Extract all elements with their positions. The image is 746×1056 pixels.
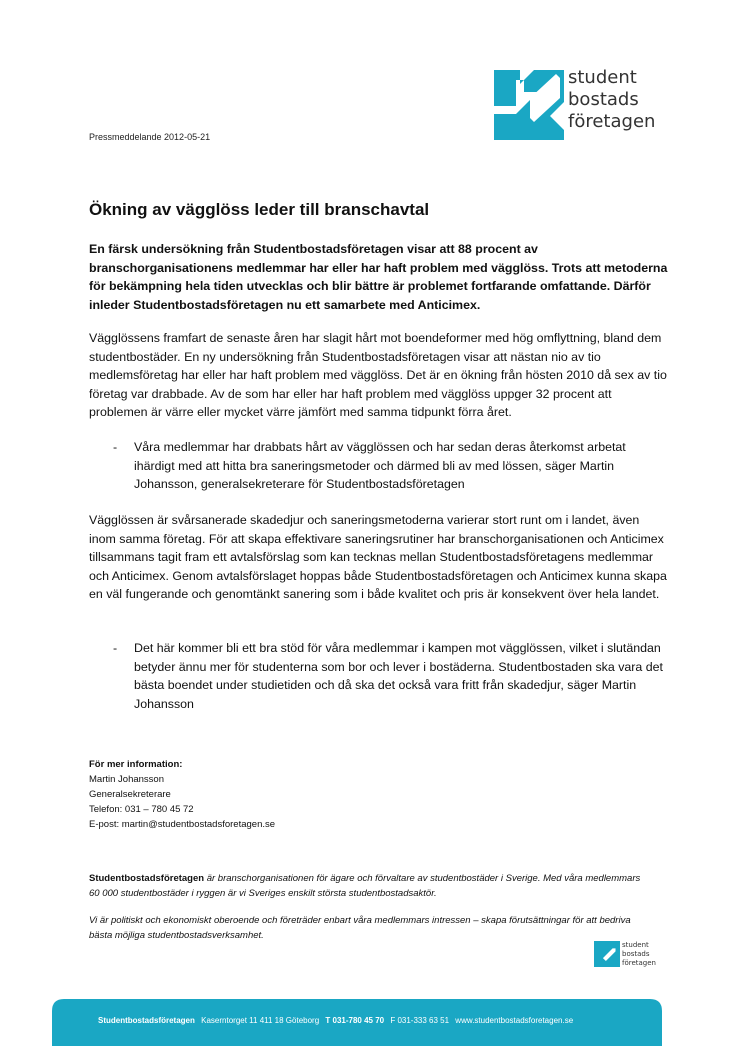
bullet-dash: - [113, 641, 118, 655]
logo-line-3: företagen [568, 111, 656, 132]
logo-arrow-icon [494, 70, 564, 140]
about-text-1: är branschorganisationen för ägare och förvaltare av studentbostäder i Sverige. Med våra medlemmars 60 000 studentbostäder i ryggen är vi Sveriges enskilt största studentbostadsaktör. [89, 873, 641, 899]
company-logo [494, 67, 664, 140]
contact-role: Generalsekreterare [89, 789, 171, 800]
article-lead: En färsk undersökning från Studentbostadsföretagen visar att 88 procent av branschorganisationens medlemmar har eller har haft problem med vägglöss. Trots att metoderna för bekämpning hela tiden utvecklas och blir bättre är problemet fortfarande omfattande. Därför inleder Studentbostadsföretagen nu ett samarbete med Anticimex. [89, 242, 668, 312]
about-paragraph-1 [89, 871, 649, 901]
about-org-name: Studentbostadsföretagen [89, 873, 205, 884]
logo-line-1: student [568, 67, 637, 88]
about-paragraph-2: Vi är politiskt och ekonomiskt oberoende och företräder enbart våra medlemmars intressen – skapa förutsättningar för att bedriva bästa möjliga studentbostadsverksamhet. [89, 915, 631, 941]
footer-phone: T 031-780 45 70 [325, 1016, 385, 1025]
small-logo-arrow-icon [594, 941, 620, 967]
quote-text-2: Det här kommer bli ett bra stöd för våra medlemmar i kampen mot vägglössen, vilket i slutändan betyder ännu mer för studenterna som bor och lever i bostäderna. Studentbostaden ska vara det bästa boendet under studietiden och då ska det också vara fritt från skadedjur, säger Martin Johansson [134, 641, 663, 711]
press-release-date: Pressmeddelande 2012-05-21 [89, 132, 211, 142]
small-logo-line-1: student [622, 941, 649, 949]
small-logo [594, 941, 674, 973]
quote-text-1: Våra medlemmar har drabbats hårt av vägglössen och har sedan deras återkomst arbetat ihärdigt med att hitta bra saneringsmetoder och därmed bli av med lössen, säger Martin Johansson, generalsekreterare för Studentbostadsföretagen [134, 440, 626, 492]
article-title: Ökning av vägglöss leder till branschavtal [89, 200, 430, 219]
contact-email[interactable]: E-post: martin@studentbostadsforetagen.se [89, 819, 276, 830]
article-paragraph-1: Vägglössens framfart de senaste åren har slagit hårt mot boendeformer med hög omflyttning, bland dem studentbostäder. En ny undersökning från Studentbostadsföretagen visar att nästan nio av tio medlemsföretag har eller har haft problem med vägglöss. Det är en ökning från hösten 2010 då sex av tio företag var drabbade. Av de som har eller har haft problem med vägglöss uppger 32 procent att problemen är värre eller mycket värre jämfört med samma tidpunkt förra året. [89, 331, 667, 420]
quote-bullet-2 [113, 639, 669, 719]
footer-website[interactable]: www.studentbostadsforetagen.se [455, 1016, 574, 1025]
contact-phone: Telefon: 031 – 780 45 72 [89, 804, 194, 815]
logo-line-2: bostads [568, 89, 639, 110]
article-paragraph-2: Vägglössen är svårsanerade skadedjur och saneringsmetoderna varierar stort runt om i landet, även inom samma företag. För att skapa effektivare saneringsrutiner har branschorganisationen och Anticimex tillsammans tagit fram ett avtalsförslag som kan tecknas mellan Studentbostadsföretagens medlemmar och Anticimex. Genom avtalsförslaget hoppas både Studentbostadsföretagen och Anticimex kunna skapa en väl fungerande och genomtänkt sanering som i både kvalitet och pris är konsekvent över hela landet. [89, 513, 667, 602]
footer-address: Kaserntorget 11 411 18 Göteborg [201, 1016, 320, 1025]
bullet-dash: - [113, 440, 118, 454]
contact-heading: För mer information: [89, 759, 183, 770]
small-logo-line-2: bostads [622, 950, 650, 958]
small-logo-line-3: företagen [622, 959, 656, 967]
contact-name: Martin Johansson [89, 774, 164, 785]
footer-company: Studentbostadsföretagen [98, 1016, 195, 1025]
contact-block [89, 757, 275, 832]
quote-bullet-1 [113, 438, 669, 498]
footer-fax: F 031-333 63 51 [390, 1016, 450, 1025]
footer-bar [52, 999, 662, 1046]
